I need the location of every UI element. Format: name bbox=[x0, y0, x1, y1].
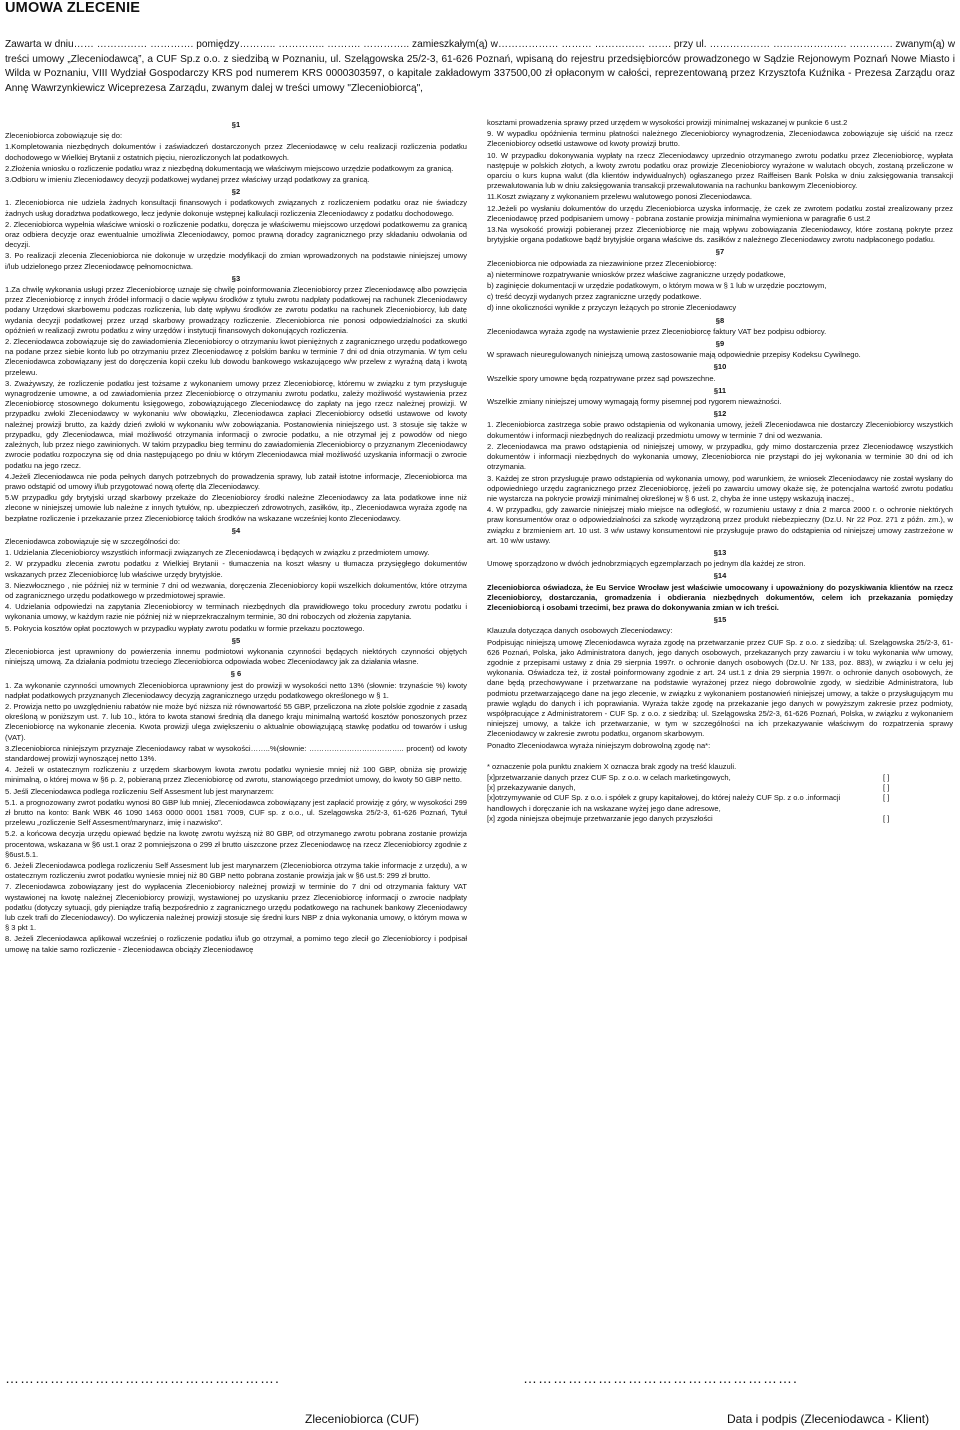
clause-paragraph: 2. Zleceniobiorca wypełnia właściwe wnioski o rozliczenie podatku, doręcza je właściwemu miejscowo urzędowi podatkowemu za granicą oraz odbiera decyzje oraz ewentualnie umożliwia Zleceniodawcy, pomoc prawną doradcy zagranicznego przy składaniu odwołania od decyzji. bbox=[5, 219, 467, 250]
clause-paragraph: 8. Jeżeli Zleceniodawca aplikował wcześniej o rozliczenie podatku i/lub go otrzymał, a pomimo tego zlecił go Zleceniobiorcy i podpisał umowę na takie samo rozliczenie - Zleceniodawca obciąży Zleceniodawcę bbox=[5, 934, 467, 954]
clause-paragraph: 5. Jeśli Zleceniodawca podlega rozliczeniu Self Assesment lub jest marynarzem: bbox=[5, 786, 274, 796]
clause-paragraph: Wszelkie zmiany niniejszej umowy wymagają formy pisemnej pod rygorem nieważności. bbox=[487, 397, 782, 407]
clause-paragraph: 1.Kompletowania niezbędnych dokumentów i zaświadczeń dostarczonych przez Zleceniodawcę w celu realizacji rozliczenia podatku dochodowego w Wielkiej Brytanii z ostatnich pięciu, nierozliczonych lat podatkowych. bbox=[5, 142, 467, 162]
clause-paragraph: 2. Zleceniodawca zobowiązuje się do zawiadomienia Zleceniobiorcy o otrzymaniu kwot pieniężnych z zagranicznego urzędu podatkowego na podane przez siebie konto lub po otrzymaniu przez Zleceniodawcę z polskim banku w terminie 7 dni od dnia otrzymania. W tym celu Zleceniodawca zobowiązany jest do doręczenia kopii czeku lub dowodu bankowego wskazującego w/w przelew z wyraźną datą i kwotą przelewu. bbox=[5, 337, 467, 377]
clause-paragraph: 5.W przypadku gdy brytyjski urząd skarbowy przekaże do Zleceniobiorcy środki należne Zleceniodawcy za lata podatkowe inne niż zlecone w niniejszej umowie lub należne z innych tytułów, np. ubezpieczeń zdrowotnych, zasiłków, itp., Zleceniodawca wyraża zgodę na bezpłatne rozliczenie i przekazanie przez Zleceniobiorcę takich środków na wskazane wcześniej konto Zleceniodawcy. bbox=[5, 493, 467, 523]
clause-paragraph: 6. Jeżeli Zleceniodawca podlega rozliczeniu Self Assesment lub jest marynarzem (Zleceniobiorca otrzyma takie informacje z urzędu), a w ostatecznym rozliczeniu zwrot podatku wyniesie mniej niż 80 GBP netto pobrana zostanie prowizja jak w §6 ust.5: 299 zł brutto. bbox=[5, 861, 467, 881]
clause-paragraph: 5.2. a końcowa decyzja urzędu opiewać będzie na kwotę zwrotu wyższą niż 80 GBP, od otrzymanego zwrotu pobrana zostanie prowizja procentowa, wskazana w §6 ust.1 oraz 2 pomniejszona o 299 zł brutto uiszczone przez Zleceniodawcę na rzecz Zleceniobiorcy zgodnie z §6ust.5.1. bbox=[5, 829, 467, 859]
section-number: §15 bbox=[713, 615, 727, 625]
left-column bbox=[5, 118, 467, 956]
consent-text: [x]otrzymywanie od CUF Sp. z o.o. i spółek z grupy kapitałowej, do której należy CUF Sp. z o.o .informacji handlowych i doręczanie ich na wskazane wyżej jego dane adresowe, bbox=[487, 793, 841, 813]
clause-paragraph: Zleceniobiorca jest uprawniony do powierzenia innemu podmiotowi wykonania czynności będących niektórych czynności objętych niniejszą umową. Za działania podmiotu trzeciego Zleceniobiorca odpowiada wobec Zleceniodawcy jak za działania własne. bbox=[5, 646, 467, 667]
contract-page bbox=[5, 0, 955, 1430]
clause-paragraph: 2. W przypadku zlecenia zwrotu podatku z Wielkiej Brytanii - tłumaczenia na koszt własny u tłumacza przysięgłego dokumentów wskazanych przez Zleceniobiorcę lub właściwe urzędy brytyjskie. bbox=[5, 559, 467, 579]
clause-paragraph: Umowę sporządzono w dwóch jednobrzmiących egzemplarzach po jednym dla każdej ze stron. bbox=[487, 559, 806, 569]
clause-paragraph: 1. Zleceniobiorca zastrzega sobie prawo odstąpienia od wykonania umowy, jeżeli Zleceniodawca nie dostarczy Zleceniobiorcy wszystkich dokumentów i informacji niezbędnych do realizacji przedmiotu umowy w terminie 7 dni od wezwania. bbox=[487, 420, 953, 440]
section-number: §4 bbox=[231, 525, 241, 535]
clause-paragraph: 11.Koszt związany z wykonaniem przelewu walutowego ponosi Zleceniodawca. bbox=[487, 192, 752, 202]
clause-paragraph: 2.Złożenia wniosku o rozliczenie podatku wraz z niezbędną dokumentacją we właściwym miejscowo urzędzie podatkowym za granicą. bbox=[5, 163, 454, 173]
section-number: §10 bbox=[713, 362, 727, 372]
clause-paragraph: Klauzula dotycząca danych osobowych Zleceniodawcy: bbox=[487, 626, 673, 636]
spacer bbox=[487, 752, 953, 762]
clause-paragraph: 3. Niezwłocznego , nie później niż w terminie 7 dni od wezwania, doręczenia Zleceniobiorcy kopii wszelkich dokumentów, które otrzyma od zagranicznego urzędu podatkowego w przedmiotowej sprawie. bbox=[5, 580, 467, 600]
clause-paragraph: W sprawach nieuregulowanych niniejszą umową zastosowanie mają odpowiednie przepisy Kodeksu Cywilnego. bbox=[487, 350, 861, 360]
clause-paragraph: b) zaginięcie dokumentacji w urzędzie podatkowym, o którym mowa w § 1 lub w urzędzie pocztowym, bbox=[487, 281, 827, 291]
clause-paragraph: Wszelkie spory umowne będą rozpatrywane przez sąd powszechne. bbox=[487, 373, 716, 383]
clause-paragraph: 5.1. a prognozowany zwrot podatku wynosi 80 GBP lub mniej, Zleceniodawca zobowiązany jest zapłacić prowizję z góry, w wysokości 299 zł brutto na konto: Bank WBK 46 1090 1463 0000 0001 1581 7009, CUF sp. z o.o., ul. Szelągowska 25/2-3, 61-626 Poznań, Tytuł przelewu „rozliczenie Self Assesment/marynarz, imię i nazwisko”. bbox=[5, 797, 467, 828]
clause-paragraph: 12.Jeżeli po wysłaniu dokumentów do urzędu Zleceniobiorca uzyska informację, że czek ze zwrotem podatku został zrealizowany przez Zleceniodawcę przed podpisaniem umowy - pobrana zostanie prowizja minimalna wymieniona w paragrafie 6 ust.2 bbox=[487, 203, 953, 223]
clause-paragraph: 3. Każdej ze stron przysługuje prawo odstąpienia od wykonania umowy, pod warunkiem, że wniosek Zleceniodawcy nie został wysłany do odpowiedniego urzędu zagranicznego przez Zleceniobiorcę, jeżeli po zawarciu umowy okaże się, że potencjalna wartość zwrotu podatku nie wystarcza na pokrycie prowizji minimalnej określonej w § 6 ust. 2, chyba że inne ustępy wskazują inaczej., bbox=[487, 473, 953, 503]
signature-label-contractor: Zleceniobiorca (CUF) bbox=[305, 1412, 420, 1426]
section-number: §12 bbox=[713, 409, 727, 419]
clause-paragraph: Zleceniodawca zobowiązuje się w szczególności do: bbox=[5, 536, 180, 546]
clause-paragraph: a) nieterminowe rozpatrywanie wniosków przez właściwe zagraniczne urzędy podatkowe, bbox=[487, 269, 786, 279]
section-number: §3 bbox=[231, 273, 241, 283]
consent-row bbox=[487, 814, 953, 824]
section-number: §7 bbox=[715, 247, 725, 257]
signature-label-client: Data i podpis (Zleceniodawca - Klient) bbox=[727, 1412, 930, 1426]
clause-paragraph: * oznaczenie pola punktu znakiem X oznacza brak zgody na treść klauzuli. bbox=[487, 761, 737, 771]
clause-paragraph: Zleceniodawca wyraża zgodę na wystawienie przez Zleceniobiorcę faktury VAT bez podpisu odbiorcy. bbox=[487, 326, 827, 336]
clause-paragraph: 3.Odbioru w imieniu Zleceniodawcy decyzji podatkowej wydanej przez właściwy urząd podatkowy za granicą. bbox=[5, 175, 370, 185]
consent-checkbox[interactable]: [ ] bbox=[883, 813, 890, 823]
consent-checkbox[interactable]: [ ] bbox=[883, 793, 890, 803]
clause-paragraph: c) treść decyzji wydanych przez zagraniczne urzędy podatkowe. bbox=[487, 292, 702, 302]
section-number: §2 bbox=[231, 187, 241, 197]
clause-paragraph: Zleceniobiorca oświadcza, że Eu Service Wrocław jest właściwie umocowany i upoważniony do pozyskiwania klientów na rzecz Zleceniobiorcy, dostarczania, gromadzenia i obdierania niezbędnych dokumentów, celem ich przekazania pomiędzy Zleceniobiorcą i osobami trzecimi, bez prawa do dokonywania zmian w ich treści. bbox=[487, 582, 953, 612]
clause-paragraph: 4. Jeżeli w ostatecznym rozliczeniu z urzędem skarbowym kwota zwrotu podatku wyniesie mniej niż 100 GBP, obniża się prowizję minimalną, o której mowa w §6 p. 2, pobieraną przez Zleceniobiorcę od zwrotu, stanowiącego przedmiot umowy, do kwoty 50 GBP netto. bbox=[5, 765, 467, 785]
clause-paragraph: d) inne okoliczności wynikłe z przyczyn leżących po stronie Zleceniodawcy bbox=[487, 303, 737, 313]
section-number: §9 bbox=[715, 339, 725, 349]
consent-row bbox=[487, 793, 953, 813]
section-number: §11 bbox=[713, 385, 727, 395]
clause-paragraph: 1. Udzielania Zleceniobiorcy wszystkich informacji związanych ze Zleceniodawcą i będących w związku z przedmiotem umowy. bbox=[5, 548, 430, 558]
consent-text: [x]przetwarzanie danych przez CUF Sp. z o.o. w celach marketingowych, bbox=[487, 772, 731, 782]
consent-row bbox=[487, 773, 953, 783]
clause-paragraph: 9. W wypadku opóźnienia terminu płatności należnego Zleceniobiorcy wynagrodzenia, Zleceniodawca zobowiązuje się uiścić na rzecz Zleceniobiorcy odsetki ustawowe od kwoty prowizji brutto. bbox=[487, 129, 953, 149]
signature-line-left: ………………………………………………. bbox=[5, 1370, 280, 1386]
contract-intro: Zawarta w dniu…… …………… …………. pomiędzy……….. ………….. ………. ………….. zamieszkałym(ą) w……………… ……… …………… ……. przy ul. ……………… …………………. …………. zwanym(ą) w treści umowy „Zleceniodawcą”, a CUF Sp.z o.o. z siedzibą w Poznaniu, ul. Szelągowska 25/2-3, 61-626 Poznań, wpisaną do rejestru przedsiębiorców prowadzonego w Sądzie Rejonowym Poznań Nowe Miasto i Wilda w Poznaniu, VIII Wydział Gospodarczy KRS pod numerem KRS 0000303597, o kapitale zakładowym 337500,00 zł opłaconym w całości, reprezentowaną przez Krzysztofa Kuźnika - Prezesa Zarządu oraz Annę Wawrzynkiewicz Wiceprezesa Zarządu, zwanym dalej w treści umowy "Zleceniobiorcą", bbox=[5, 39, 955, 94]
consent-checkbox[interactable]: [ ] bbox=[883, 783, 890, 793]
clause-paragraph: Ponadto Zleceniodawca wyraża niniejszym dobrowolną zgodę na*: bbox=[487, 740, 711, 750]
clause-paragraph: 3. Po realizacji zlecenia Zleceniobiorca nie dokonuje w urzędzie modyfikacji do zmian wprowadzonych na podstawie niniejszej umowy i/lub udzielonego przez Zleceniodawcę pełnomocnictwa. bbox=[5, 251, 467, 271]
section-number: §14 bbox=[713, 571, 727, 581]
clause-paragraph: Podpisując niniejszą umowę Zleceniodawca wyraża zgodę na przetwarzanie przez CUF Sp. z o.o. z siedzibą: ul. Szelągowska 25/2-3, 61-626 Poznań, Polska, jako Administratora danych, jego danych osobowych, przekazanych przy zawarciu i w toku wykonania w/w umowy, zgodnie z przepisami ustawy z dnia 29 sierpnia 1997r. o ochronie danych osobowych (Dz.U. Nr 133, poz. 883), w związku i w celu jej wykonania. Oświadcza też, iż został poinformowany zgodnie z art. 24 ust.1 z dnia 29 sierpnia 1997r. o ochronie danych osobowych, że dane będą przechowywane i przetwarzane na podstawie wyrażonej przez niego dobrowolnie zgody, w siedzibie Administratora, lub podmiotu przetwarzającego dane na jego zlecenie, w związku z wykonaniem postanowień niniejszej umowy, a także o przysługującym mu prawie wglądu do danych i ich poprawiania. Wyraża także zgodę na przekazanie jego danych w powyższym zakresie przez podmioty, współpracujące z Administratorem - CUF Sp. z o.o. z siedzibą: ul. Szelągowska 25/2-3, 61-626 Poznań, Polska, w związku z wykonaniem niniejszej umowy, a także ich przetwarzanie, w tym w szczególności na ich przekazywanie właściwym do rozpatrzenia sprawy Zleceniodawcy w zakresie zwrotu podatku, organom skarbowym. bbox=[487, 637, 953, 739]
consent-row bbox=[487, 783, 953, 793]
clause-paragraph: 1. Zleceniobiorca nie udziela żadnych konsultacji finansowych i podatkowych związanych z rozliczeniem podatku oraz nie świadczy żadnych usług doradztwa podatkowego, lecz jedynie dokonuje wstępnej kalkulacji rozliczenia Zleceniodawcy z podatku dochodowego. bbox=[5, 198, 467, 218]
signature-line-right: ………………………………………………. bbox=[523, 1370, 798, 1386]
clause-paragraph: 7. Zleceniodawca zobowiązany jest do wypłacenia Zleceniobiorcy należnej prowizji w terminie do 7 dni od otrzymania faktury VAT wystawionej na kwotę należnej Zleceniobiorcy prowizji, wystawionej po uzyskaniu przez Zleceniobiorcę informacji o zwrocie nadpłaty podatku (dotyczy sytuacji, gdy pieniądze trafią bezpośrednio z zagranicznego urzędu podatkowego na rachunek bankowy Zleceniodawcy lub czek trafi do Zleceniodawcy). Do wyliczenia należnej prowizji stosuje się średni kurs NBP z dnia wykonania umowy, o którym mowa w § 3 pkt 1. bbox=[5, 882, 467, 933]
clause-paragraph: 4. Udzielania odpowiedzi na zapytania Zleceniobiorcy w terminach niezbędnych dla prawidłowego toku procedury zwrotu podatku i wykonania umowy, w każdym razie nie później niż w nieprzekraczalnym terminie, 30 dni roboczych od złożenia zapytania. bbox=[5, 602, 467, 622]
clause-paragraph: 1. Za wykonanie czynności umownych Zleceniobiorca uprawniony jest do prowizji w wysokości netto 13% (słownie: trzynaście %) kwoty nadpłat podatkowych przyznanych Zleceniodawcy decyzją zagranicznego urzędu podatkowego określonego w § 1. bbox=[5, 680, 467, 700]
section-number: §13 bbox=[713, 547, 727, 557]
consent-text: [x] zgoda niniejsza obejmuje przetwarzanie jego danych przyszłości bbox=[487, 813, 713, 823]
section-number: §8 bbox=[715, 315, 725, 325]
right-column bbox=[487, 118, 953, 824]
consent-checkbox[interactable]: [ ] bbox=[883, 772, 890, 782]
clause-paragraph: 2. Zleceniodawca ma prawo odstąpienia od niniejszej umowy, w przypadku, gdy mimo dostarczenia przez Zleceniodawcę wszystkich dokumentów i informacji niezbędnych do wykonania umowy, Zleceniobiorca nie przystąpi do jej wykonania w terminie 30 dni od ich otrzymania. bbox=[487, 441, 953, 472]
clause-paragraph: 3.Zleceniobiorca niniejszym przyznaje Zleceniodawcy rabat w wysokości……..%(słownie: ……………………………….. procent) od kwoty standardowej prowizji wynoszącej netto 13%. bbox=[5, 743, 467, 763]
clause-paragraph: 5. Pokrycia kosztów opłat pocztowych w przypadku wypłaty zwrotu podatku w formie przekazu pocztowego. bbox=[5, 623, 365, 633]
section-number: § 6 bbox=[230, 669, 242, 679]
clause-paragraph: Zleceniobiorca nie odpowiada za niezawinione przez Zleceniobiorcę: bbox=[487, 258, 717, 268]
consent-text: [x] przekazywanie danych, bbox=[487, 783, 576, 793]
clause-paragraph: 13.Na wysokość prowizji pobieranej przez Zleceniobiorcę nie mają wpływu zobowiązania Zleceniodawcy, które zostaną pokryte przez brytyjskie organa podatkowe bądź brytyjskie organa właściwe ds. zasiłków z należnego Zleceniodawcy zwrotu nadpłaconego podatku. bbox=[487, 225, 953, 245]
section-number: §1 bbox=[231, 120, 241, 129]
clause-paragraph: 1.Za chwilę wykonania usługi przez Zleceniobiorcę uznaje się chwilę poinformowania Zleceniobiorcy przez Zleceniodawcę albo powzięcia przez Zleceniobiorcę z innych źródeł informacji o dacie wpływu środków z tytułu zwrotu nadpłaty podatkowej na rachunek Zleceniodawcy podany Urzędowi skarbowemu podczas rozliczenia, lub datę wpływu środków ze zwrotu podatku na rachunek Zleceniobiorcy, lub datę wydania decyzji podatkowej przez urząd skarbowy prowadzący rozliczenie. Zleceniobiorca nie ponosi odpowiedzialności za skutki opóźnień w realizacji zwrotu podatku z winy urzędów i instytucji finansowych dokonujących rozliczenia. bbox=[5, 285, 467, 335]
clause-paragraph: 3. Zważywszy, że rozliczenie podatku jest tożsame z wykonaniem umowy przez Zleceniobiorcę, któremu w związku z tym przysługuje wynagrodzenie umowne, a od zawiadomienia przez Zleceniobiorcę o otrzymaniu zwrotu podatku, zależy możliwość wystawienia przez Zleceniobiorcę stosownego dokumentu księgowego, zobowiązującego Zleceniodawcę do zapłaty na jego rzecz należnej prowizji. W przypadku zwłoki Zleceniodawcy w wykonaniu w/w obowiązku, Zleceniodawca zapłaci Zleceniobiorcy odsetki ustawowe od kwoty należnej prowizji brutto, za każdy dzień zwłoki w wykonaniu w/w zobowiązania. Postanowienia niniejszego ust. 3 stosuje się także w przypadku, gdy Zleceniodawca, miał możliwość otrzymania informacji o zwrocie podatku, a nie otrzymał jej z powodów od niego zależnych, lub przez niego zawinionych. W takim przypadku bieg terminu do zawiadomienia Zleceniobiorcy o przyznanym Zleceniodawcy zwrocie podatku rozpoczyna się od dnia następującego po dniu w którym Zleceniodawca miał możliwość uzyskania informacji o zwrocie podatku na jego rzecz. bbox=[5, 378, 467, 470]
document-title: UMOWA ZLECENIE bbox=[5, 0, 141, 16]
clause-paragraph: kosztami prowadzenia sprawy przed urzędem w wysokości prowizji minimalnej wskazanej w punkcie 6 ust.2 bbox=[487, 118, 848, 127]
section-number: §5 bbox=[231, 635, 241, 645]
clause-paragraph: 4.Jeżeli Zleceniodawca nie poda pełnych danych potrzebnych do prowadzenia sprawy, lub zataił istotne informacje, Zleceniobiorca ma prawo odstąpić od umowy i/lub przygotować nową ofertę dla Zleceniodawcy. bbox=[5, 471, 467, 491]
clause-paragraph: 10. W przypadku dokonywania wypłaty na rzecz Zleceniodawcy uprzednio otrzymanego zwrotu podatku przez Zleceniobiorcę, wypłata następuje w polskich złotych, a kwoty zwrotu podatku oraz prowizje Zleceniobiorcy wyrażone w walutach obcych, zostaną przeliczone w oparciu o kurs kupna walut (dla klientów indywidualnych) ogłaszanego przez Raiffeisen Bank Polska w dniu zaksięgowania transakcji przewalutowania lub w dniu zaksięgowania transakcji przewalutowania na rachunku bankowym Zleceniobiorcy. bbox=[487, 150, 953, 191]
clause-paragraph: 2. Prowizja netto po uwzględnieniu rabatów nie może być niższa niż równowartość 55 GBP, przeliczona na złote polskie zgodnie z zasadą określoną w poniższym ust. 7. lub 10., która to kwota stanowi średnią dla danego kraju minimalną wartość kosztów ponoszonych przez Zleceniobiorcę na wykonanie zlecenia. Kwota prowizji ulega zwiększeniu o aktualnie obowiązującą stawkę podatku od towarów i usług (VAT). bbox=[5, 701, 467, 742]
clause-paragraph: 4. W przypadku, gdy zawarcie niniejszej miało miejsce na odległość, w rozumieniu ustawy z dnia 2 marca 2000 r. o ochronie niektórych praw konsumentów oraz o odpowiedzialności za szkodę wyrządzoną przez produkt niebezpieczny (Dz.U. Nr 22 Poz. 271 z późn. zm.), w związku z brzmieniem art. 10 ust. 3 w/w ustawy konsumentowi nie przysługuje prawo do odstąpienia od niniejszej umowy zastrzeżone w art. 10 w/w ustawy. bbox=[487, 505, 953, 545]
clause-paragraph: Zleceniobiorca zobowiązuje się do: bbox=[5, 131, 123, 141]
